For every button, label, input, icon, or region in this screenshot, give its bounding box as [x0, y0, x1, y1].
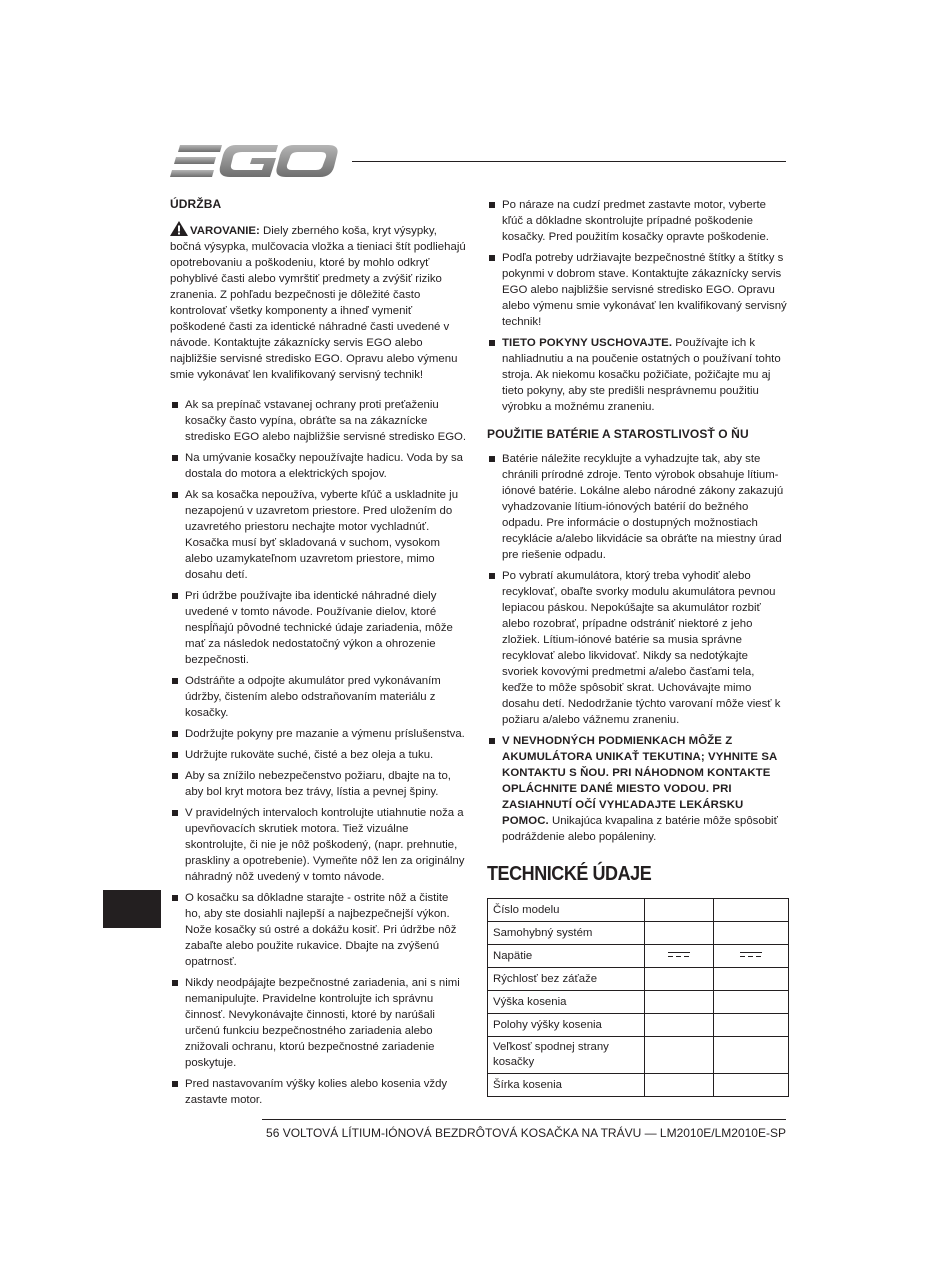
- spec-label: Veľkosť spodnej strany kosačky: [488, 1037, 645, 1074]
- tech-specs-heading: TECHNICKÉ ÚDAJE: [487, 863, 652, 885]
- footer-rule: [262, 1119, 786, 1120]
- spec-value-2: [714, 1014, 789, 1037]
- warning-paragraph: [170, 221, 467, 383]
- list-item: Ak sa kosačka nepoužíva, vyberte kľúč a uskladnite ju nezapojenú v uzavretom priestore. Pred uložením do uzavretého priestoru nechajte motor vychladnúť. Kosačka musí byť skladovaná v suchom, vysokom alebo uzamykateľnom uzavretom priestore, mimo dosahu detí.: [170, 487, 467, 583]
- warning-triangle-icon: [170, 221, 188, 236]
- list-item: Na umývanie kosačky nepoužívajte hadicu. Voda by sa dostala do motora a elektrických spojov.: [170, 450, 467, 482]
- list-item: TIETO POKYNY USCHOVAJTE. Používajte ich k nahliadnutiu a na poučenie ostatných o používaní tohto stroja. Ak niekomu kosačku požičiate, požičajte mu aj tieto pokyny, aby ste predišli nesprávnemu použitiu výrobku a možnému zraneniu.: [487, 335, 787, 415]
- list-item: Pri údržbe používajte iba identické náhradné diely uvedené v tomto návode. Používanie dielov, ktoré nespĺňajú pôvodné technické údaje zariadenia, môže mať za následok nedostatočný výkon a ohrozenie bezpečnosti.: [170, 588, 467, 668]
- spec-value-1: [645, 1014, 714, 1037]
- spec-value-1: [645, 899, 714, 922]
- list-item: Po náraze na cudzí predmet zastavte motor, vyberte kľúč a dôkladne skontrolujte prípadné poškodenie kosačky. Pred použitím kosačky opravte poškodenie.: [487, 197, 787, 245]
- maintenance-list: [170, 397, 467, 1108]
- table-row: [488, 1074, 789, 1097]
- tech-specs-table: [487, 898, 789, 1097]
- table-row: [488, 991, 789, 1014]
- spec-value-1: [645, 945, 714, 968]
- list-item: Odstráňte a odpojte akumulátor pred vykonávaním údržby, čistením alebo odstraňovaním materiálu z kosačky.: [170, 673, 467, 721]
- battery-heading: POUŽITIE BATÉRIE A STAROSTLIVOSŤ O ŇU: [487, 427, 749, 441]
- list-item: Po vybratí akumulátora, ktorý treba vyhodiť alebo recyklovať, obaľte svorky modulu akumulátora pevnou lepiacou páskou. Nepokúšajte sa akumulátor rozbiť alebo rozobrať, prípadne odstrániť niektoré z jeho zložiek. Lítium-iónové batérie sa musia správne recyklovať alebo likvidovať. Nikdy sa nedotýkajte svoriek kovovými predmetmi a/alebo časťami tela, keďže to môže spôsobiť skrat. Uchovávajte mimo dosahu detí. Nedodržanie týchto varovaní môže viesť k požiaru a/alebo vážnemu zraneniu.: [487, 568, 787, 728]
- list-item: Podľa potreby udržiavajte bezpečnostné štítky a štítky s pokynmi v dobrom stave. Kontaktujte zákaznícky servis EGO alebo najbližšie servisné stredisko EGO. Opravu alebo výmenu smie vykonávať len kvalifikovaný servisný technik!: [487, 250, 787, 330]
- list-item: V NEVHODNÝCH PODMIENKACH MÔŽE Z AKUMULÁTORA UNIKAŤ TEKUTINA; VYHNITE SA KONTAKTU S ŇOU. PRI NÁHODNOM KONTAKTE OPLÁCHNITE DANÉ MIESTO VODOU. PRI ZASIAHNUTÍ OČÍ VYHĽADAJTE LEKÁRSKU POMOC. Unikajúca kvapalina z batérie môže spôsobiť podráždenie alebo popáleniny.: [487, 733, 787, 845]
- list-item: V pravidelných intervaloch kontrolujte utiahnutie noža a upevňovacích skrutiek motora. Tiež vizuálne skontrolujte, či nie je nôž poškodený, (napr. prehnutie, praskliny a opotrebenie). Vymeňte nôž len za originálny náhradný nôž uvedený v tomto návode.: [170, 805, 467, 885]
- list-item: Batérie náležite recyklujte a vyhadzujte tak, aby ste chránili prírodné zdroje. Tento výrobok obsahuje lítium-iónové batérie. Lokálne alebo národné zákony zakazujú vyhadzovanie lítium-iónových batérií do bežného odpadu. Pre informácie o dostupných možnostiach recyklácie a/alebo likvidácie sa obráťte na miestny úrad pre riešenie odpadu.: [487, 451, 787, 563]
- language-tab: [103, 890, 161, 928]
- spec-value-1: [645, 1037, 714, 1074]
- list-item: Nikdy neodpájajte bezpečnostné zariadenia, ani s nimi nemanipulujte. Pravidelne kontrolujte ich správnu činnosť. Nevykonávajte činnosti, ktoré by narúšali určenú funkciu bezpečnostného zariadenia alebo znižovali ochranu, ktorú bezpečnostné zariadenie poskytuje.: [170, 975, 467, 1071]
- table-row: [488, 945, 789, 968]
- list-item: Udržujte rukoväte suché, čisté a bez oleja a tuku.: [170, 747, 467, 763]
- spec-value-1: [645, 968, 714, 991]
- table-row: [488, 1037, 789, 1074]
- spec-label: Šírka kosenia: [488, 1074, 645, 1097]
- spec-label: Rýchlosť bez záťaže: [488, 968, 645, 991]
- list-item: O kosačku sa dôkladne starajte - ostrite nôž a čistite ho, aby ste dosiahli najlepší a najbezpečnejší výkon. Nože kosačky sú ostré a dokážu kosiť. Pri údržbe nôž zabaľte alebo použite rukavice. Dbajte na zvýšenú opatrnosť.: [170, 890, 467, 970]
- left-column: [170, 197, 467, 1113]
- page-footer: 56 VOLTOVÁ LÍTIUM-IÓNOVÁ BEZDRÔTOVÁ KOSAČKA NA TRÁVU — LM2010E/LM2010E-SP: [266, 1126, 786, 1140]
- spec-label: Výška kosenia: [488, 991, 645, 1014]
- warning-label: VAROVANIE:: [190, 225, 260, 237]
- list-item: Ak sa prepínač vstavanej ochrany proti preťaženiu kosačky často vypína, obráťte sa na zákaznícke stredisko EGO alebo najbližšie servisné stredisko EGO.: [170, 397, 467, 445]
- spec-label: Číslo modelu: [488, 899, 645, 922]
- list-item: Dodržujte pokyny pre mazanie a výmenu príslušenstva.: [170, 726, 467, 742]
- battery-list: [487, 451, 787, 845]
- spec-value-1: [645, 922, 714, 945]
- spec-value-2: [714, 922, 789, 945]
- spec-label: Napätie: [488, 945, 645, 968]
- dc-voltage-icon: [668, 951, 690, 959]
- ego-logo: [170, 143, 338, 179]
- maintenance-heading: ÚDRŽBA: [170, 197, 222, 211]
- spec-label: Polohy výšky kosenia: [488, 1014, 645, 1037]
- spec-value-2: [714, 945, 789, 968]
- table-row: [488, 899, 789, 922]
- spec-value-2: [714, 899, 789, 922]
- spec-value-1: [645, 991, 714, 1014]
- spec-value-2: [714, 1037, 789, 1074]
- dc-voltage-icon: [740, 951, 762, 959]
- spec-value-2: [714, 1074, 789, 1097]
- maintenance-list-continued: [487, 197, 787, 415]
- warning-text: Diely zberného koša, kryt výsypky, bočná výsypka, mulčovacia vložka a tieniaci štít podliehajú opotrebovaniu a poškodeniu, ktoré by mohlo odkryť pohyblivé časti alebo vymrštiť predmety a zvýšiť riziko zranenia. Z pohľadu bezpečnosti je dôležité často kontrolovať všetky komponenty a ihneď vymeniť poškodené časti za identické náhradné časti uvedené v návode. Kontaktujte zákaznícky servis EGO alebo najbližšie servisné stredisko EGO. Opravu alebo výmenu smie vykonávať len kvalifikovaný servisný technik!: [170, 225, 466, 381]
- table-row: [488, 968, 789, 991]
- header-rule: [352, 161, 786, 162]
- spec-value-2: [714, 991, 789, 1014]
- table-row: [488, 922, 789, 945]
- spec-value-2: [714, 968, 789, 991]
- list-item: Aby sa znížilo nebezpečenstvo požiaru, dbajte na to, aby bol kryt motora bez trávy, lístia a pevnej špiny.: [170, 768, 467, 800]
- right-column: [487, 197, 787, 1097]
- spec-label: Samohybný systém: [488, 922, 645, 945]
- list-item: Pred nastavovaním výšky kolies alebo kosenia vždy zastavte motor.: [170, 1076, 467, 1108]
- spec-value-1: [645, 1074, 714, 1097]
- table-row: [488, 1014, 789, 1037]
